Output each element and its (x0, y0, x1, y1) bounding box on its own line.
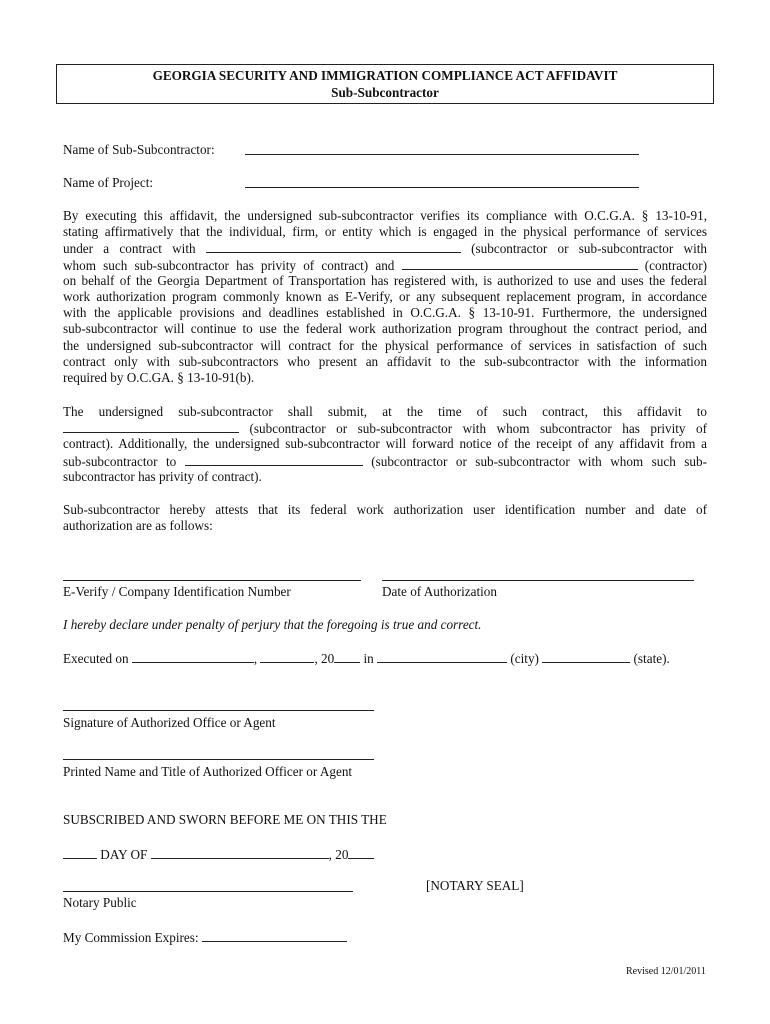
executed-day-field[interactable] (260, 650, 314, 663)
notary-year-field[interactable] (348, 846, 374, 859)
form-title: GEORGIA SECURITY AND IMMIGRATION COMPLIANCE ACT AFFIDAVIT (152, 68, 618, 83)
para2-line (63, 420, 707, 436)
everify-id-field[interactable] (63, 580, 361, 581)
para2-text: (subcontractor or sub-subcontractor with whom subcontractor has privity of (249, 421, 708, 437)
attestation-paragraph (63, 502, 707, 534)
para1-line: required by O.C.GA. § 13-10-91(b). (63, 369, 255, 385)
day-of-label: DAY OF (100, 847, 148, 862)
para1-line: By executing this affidavit, the undersigned sub-subcontractor verifies its compliance with O.C.G.A. § 13-10-91, (63, 208, 707, 223)
commission-expires-label: My Commission Expires: (63, 930, 199, 945)
notary-month-field[interactable] (151, 846, 329, 859)
notary-day-field[interactable] (63, 846, 97, 859)
para1-line (63, 257, 707, 273)
para3-line: Sub-subcontractor hereby attests that its federal work authorization user identification number and date of (63, 502, 707, 517)
notary-date-line (63, 846, 374, 863)
sworn-heading: SUBSCRIBED AND SWORN BEFORE ME ON THIS THE (63, 812, 387, 827)
executed-date-field[interactable] (132, 650, 254, 663)
notary-signature-field[interactable] (63, 891, 353, 892)
subcontractor-name-field[interactable] (245, 154, 639, 155)
para1-text: under a contract with (63, 241, 196, 257)
executed-city-field[interactable] (377, 650, 507, 663)
executed-state-field[interactable] (542, 650, 630, 663)
printed-name-field[interactable] (63, 759, 374, 760)
notary-year-prefix: , 20 (328, 847, 349, 862)
para1-line (63, 240, 707, 256)
para1-text: whom such sub-subcontractor has privity of contract) and (63, 257, 395, 273)
para1-line: with the applicable provisions and deadlines established in O.C.G.A. § 13-10-91. Furthermore, the undersigned (63, 305, 707, 321)
executed-comma: , (253, 651, 258, 666)
state-label: (state). (633, 651, 670, 666)
para1-text: (contractor) (644, 257, 707, 273)
everify-id-label: E-Verify / Company Identification Number (63, 584, 291, 599)
para2-line: contract). Additionally, the undersigned sub-subcontractor will forward notice of the receipt of any affidavit from a (63, 436, 707, 452)
para2-text: (subcontractor or sub-subcontractor with whom such sub- (371, 453, 708, 469)
authorization-date-field[interactable] (382, 580, 694, 581)
para1-line: the undersigned sub-subcontractor will contract for the physical performance of services in satisfaction of such (63, 337, 707, 353)
executed-year-prefix: , 20 (314, 651, 335, 666)
contract-with-field[interactable] (206, 240, 461, 253)
para1-line: stating affirmatively that the individual, firm, or entity which is engaged in the physical performance of services (63, 224, 707, 240)
title-box (56, 64, 714, 104)
notary-public-label: Notary Public (63, 895, 137, 910)
signature-label: Signature of Authorized Office or Agent (63, 715, 276, 730)
submission-paragraph (63, 404, 707, 485)
notary-seal-label: [NOTARY SEAL] (426, 878, 524, 893)
para1-line: sub-subcontractor will continue to use the federal work authorization program throughout the contract period, and (63, 321, 707, 337)
para1-line: contract only with sub-subcontractors who present an affidavit to the sub-subcontractor with the information (63, 353, 707, 369)
submit-to-field[interactable] (63, 420, 239, 433)
city-label: (city) (510, 651, 539, 666)
project-name-label: Name of Project: (63, 175, 154, 190)
subcontractor-name-label: Name of Sub-Subcontractor: (63, 142, 215, 157)
contractor-field[interactable] (402, 257, 638, 270)
revision-date: Revised 12/01/2011 (626, 966, 706, 977)
compliance-paragraph (63, 208, 707, 386)
para2-line (63, 453, 707, 469)
para3-line: authorization are as follows: (63, 518, 213, 534)
para2-text: sub-subcontractor to (63, 453, 177, 469)
project-name-field[interactable] (245, 187, 639, 188)
para2-line: The undersigned sub-subcontractor shall submit, at the time of such contract, this affidavit to (63, 404, 707, 419)
executed-in-label: in (363, 651, 374, 666)
printed-name-label: Printed Name and Title of Authorized Officer or Agent (63, 764, 353, 779)
forward-to-field[interactable] (185, 453, 363, 466)
para1-line: work authorization program commonly known as E-Verify, or any subsequent replacement program, in accordance (63, 288, 707, 304)
perjury-declaration: I hereby declare under penalty of perjury that the foregoing is true and correct. (63, 617, 482, 632)
commission-expires-line (63, 929, 347, 946)
authorization-date-label: Date of Authorization (382, 584, 497, 599)
commission-expires-field[interactable] (202, 929, 347, 942)
signature-field[interactable] (63, 710, 374, 711)
para1-line: on behalf of the Georgia Department of Transportation has registered with, is authorized to use and uses the federal (63, 272, 707, 288)
para1-text: (subcontractor or sub-subcontractor with (471, 241, 707, 257)
executed-year-field[interactable] (334, 650, 360, 663)
para2-line: subcontractor has privity of contract). (63, 468, 262, 484)
executed-on-label: Executed on (63, 651, 129, 666)
form-subtitle: Sub-Subcontractor (331, 85, 439, 100)
executed-on-line (63, 650, 670, 667)
